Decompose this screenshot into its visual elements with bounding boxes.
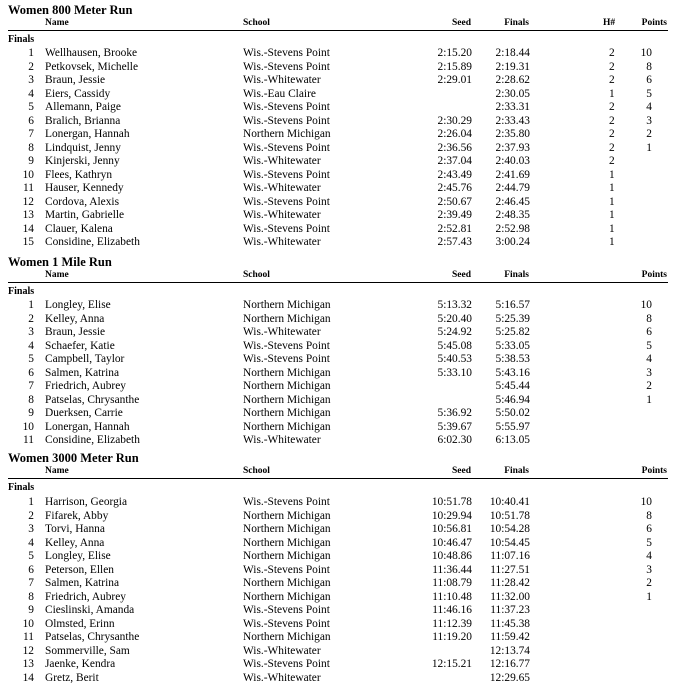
cell-school: Northern Michigan <box>243 128 331 142</box>
cell-name: Lindquist, Jenny <box>45 142 121 156</box>
column-header-seed: Seed <box>452 465 471 477</box>
result-row <box>0 604 675 618</box>
cell-name: Salmen, Katrina <box>45 577 119 591</box>
cell-points: 8 <box>646 510 652 524</box>
cell-name: Eiers, Cassidy <box>45 88 110 102</box>
cell-name: Longley, Elise <box>45 550 111 564</box>
result-row <box>0 407 675 421</box>
cell-school: Wis.-Whitewater <box>243 74 321 88</box>
cell-school: Wis.-Whitewater <box>243 155 321 169</box>
cell-heat: 1 <box>609 196 615 210</box>
cell-name: Harrison, Georgia <box>45 496 127 510</box>
cell-name: Sommerville, Sam <box>45 645 130 659</box>
cell-name: Kelley, Anna <box>45 313 104 327</box>
cell-name: Wellhausen, Brooke <box>45 47 137 61</box>
cell-finals: 2:19.31 <box>496 61 531 75</box>
cell-heat: 1 <box>609 223 615 237</box>
cell-place: 11 <box>12 182 34 196</box>
cell-school: Wis.-Whitewater <box>243 645 321 659</box>
cell-heat: 2 <box>609 142 615 156</box>
cell-school: Wis.-Stevens Point <box>243 658 330 672</box>
cell-school: Northern Michigan <box>243 537 331 551</box>
round-label: Finals <box>8 34 34 46</box>
cell-place: 11 <box>12 434 34 448</box>
cell-heat: 2 <box>609 47 615 61</box>
column-header-name: Name <box>45 465 69 477</box>
cell-name: Clauer, Kalena <box>45 223 113 237</box>
result-row <box>0 434 675 448</box>
cell-place: 5 <box>12 101 34 115</box>
result-row <box>0 631 675 645</box>
cell-school: Wis.-Stevens Point <box>243 618 330 632</box>
result-row <box>0 236 675 250</box>
cell-place: 8 <box>12 591 34 605</box>
cell-school: Northern Michigan <box>243 380 331 394</box>
cell-school: Wis.-Stevens Point <box>243 142 330 156</box>
cell-place: 14 <box>12 672 34 685</box>
cell-name: Friedrich, Aubrey <box>45 380 126 394</box>
cell-points: 1 <box>646 394 652 408</box>
column-header-points: Points <box>642 465 667 477</box>
cell-place: 15 <box>12 236 34 250</box>
cell-heat: 2 <box>609 74 615 88</box>
cell-place: 10 <box>12 421 34 435</box>
cell-finals: 11:28.42 <box>490 577 530 591</box>
cell-seed: 2:26.04 <box>438 128 473 142</box>
result-row <box>0 591 675 605</box>
cell-place: 5 <box>12 353 34 367</box>
cell-school: Wis.-Eau Claire <box>243 88 316 102</box>
cell-finals: 2:33.43 <box>496 115 531 129</box>
cell-seed: 2:36.56 <box>438 142 473 156</box>
result-row <box>0 618 675 632</box>
cell-seed: 6:02.30 <box>438 434 473 448</box>
cell-points: 1 <box>646 591 652 605</box>
result-row <box>0 550 675 564</box>
cell-seed: 2:15.20 <box>438 47 473 61</box>
cell-points: 2 <box>646 380 652 394</box>
result-row <box>0 523 675 537</box>
cell-finals: 2:44.79 <box>496 182 531 196</box>
cell-finals: 2:52.98 <box>496 223 531 237</box>
cell-finals: 11:37.23 <box>490 604 530 618</box>
cell-name: Gretz, Berit <box>45 672 99 685</box>
cell-place: 12 <box>12 196 34 210</box>
cell-points: 5 <box>646 537 652 551</box>
column-header-school: School <box>243 465 270 477</box>
cell-finals: 5:25.39 <box>496 313 531 327</box>
cell-heat: 2 <box>609 155 615 169</box>
result-row <box>0 182 675 196</box>
cell-seed: 2:39.49 <box>438 209 473 223</box>
cell-place: 3 <box>12 523 34 537</box>
cell-seed: 2:30.29 <box>438 115 473 129</box>
result-row <box>0 564 675 578</box>
result-row <box>0 299 675 313</box>
cell-place: 14 <box>12 223 34 237</box>
result-row <box>0 421 675 435</box>
cell-finals: 2:41.69 <box>496 169 531 183</box>
cell-place: 6 <box>12 564 34 578</box>
cell-name: Friedrich, Aubrey <box>45 591 126 605</box>
cell-place: 1 <box>12 299 34 313</box>
cell-school: Northern Michigan <box>243 591 331 605</box>
cell-finals: 10:54.28 <box>490 523 530 537</box>
cell-place: 8 <box>12 394 34 408</box>
result-row <box>0 353 675 367</box>
cell-finals: 10:54.45 <box>490 537 530 551</box>
result-row <box>0 169 675 183</box>
cell-place: 8 <box>12 142 34 156</box>
cell-place: 4 <box>12 88 34 102</box>
result-row <box>0 394 675 408</box>
cell-finals: 5:50.02 <box>496 407 531 421</box>
cell-seed: 2:15.89 <box>438 61 473 75</box>
cell-seed: 11:46.16 <box>432 604 472 618</box>
cell-finals: 5:46.94 <box>496 394 531 408</box>
cell-name: Longley, Elise <box>45 299 111 313</box>
cell-name: Cieslinski, Amanda <box>45 604 134 618</box>
cell-name: Patselas, Chrysanthe <box>45 394 139 408</box>
cell-name: Braun, Jessie <box>45 74 105 88</box>
cell-place: 11 <box>12 631 34 645</box>
result-row <box>0 61 675 75</box>
cell-school: Wis.-Stevens Point <box>243 196 330 210</box>
cell-heat: 1 <box>609 236 615 250</box>
cell-finals: 2:35.80 <box>496 128 531 142</box>
cell-seed: 11:19.20 <box>432 631 472 645</box>
cell-finals: 5:45.44 <box>496 380 531 394</box>
cell-finals: 12:13.74 <box>490 645 530 659</box>
cell-points: 2 <box>646 577 652 591</box>
event-title: Women 800 Meter Run <box>8 3 132 17</box>
cell-seed: 11:10.48 <box>432 591 472 605</box>
cell-points: 8 <box>646 61 652 75</box>
column-header-seed: Seed <box>452 269 471 281</box>
cell-school: Wis.-Stevens Point <box>243 604 330 618</box>
cell-place: 7 <box>12 128 34 142</box>
cell-points: 3 <box>646 367 652 381</box>
cell-place: 3 <box>12 326 34 340</box>
cell-place: 6 <box>12 115 34 129</box>
cell-finals: 12:16.77 <box>490 658 530 672</box>
cell-points: 3 <box>646 564 652 578</box>
cell-seed: 11:36.44 <box>432 564 472 578</box>
result-row <box>0 645 675 659</box>
cell-school: Wis.-Stevens Point <box>243 223 330 237</box>
cell-school: Northern Michigan <box>243 577 331 591</box>
cell-school: Northern Michigan <box>243 367 331 381</box>
cell-place: 12 <box>12 645 34 659</box>
cell-seed: 2:57.43 <box>438 236 473 250</box>
cell-place: 2 <box>12 510 34 524</box>
result-row <box>0 142 675 156</box>
cell-finals: 11:27.51 <box>490 564 530 578</box>
cell-place: 3 <box>12 74 34 88</box>
cell-school: Wis.-Stevens Point <box>243 340 330 354</box>
result-row <box>0 155 675 169</box>
header-rule <box>8 282 668 283</box>
cell-points: 4 <box>646 550 652 564</box>
cell-place: 2 <box>12 61 34 75</box>
cell-school: Wis.-Stevens Point <box>243 353 330 367</box>
cell-finals: 2:48.35 <box>496 209 531 223</box>
cell-name: Hauser, Kennedy <box>45 182 124 196</box>
cell-name: Duerksen, Carrie <box>45 407 123 421</box>
cell-place: 7 <box>12 577 34 591</box>
cell-finals: 3:00.24 <box>496 236 531 250</box>
result-row <box>0 577 675 591</box>
result-row <box>0 340 675 354</box>
result-row <box>0 101 675 115</box>
cell-school: Wis.-Stevens Point <box>243 61 330 75</box>
cell-school: Northern Michigan <box>243 523 331 537</box>
cell-seed: 5:45.08 <box>438 340 473 354</box>
cell-seed: 5:13.32 <box>438 299 473 313</box>
cell-seed: 10:51.78 <box>432 496 472 510</box>
cell-heat: 1 <box>609 169 615 183</box>
cell-school: Wis.-Stevens Point <box>243 564 330 578</box>
cell-school: Wis.-Stevens Point <box>243 101 330 115</box>
cell-seed: 10:48.86 <box>432 550 472 564</box>
cell-finals: 11:32.00 <box>490 591 530 605</box>
cell-seed: 5:36.92 <box>438 407 473 421</box>
cell-place: 13 <box>12 658 34 672</box>
cell-finals: 5:38.53 <box>496 353 531 367</box>
cell-school: Wis.-Whitewater <box>243 182 321 196</box>
cell-name: Lonergan, Hannah <box>45 421 130 435</box>
cell-finals: 2:37.93 <box>496 142 531 156</box>
event-title: Women 3000 Meter Run <box>8 451 139 465</box>
cell-finals: 2:28.62 <box>496 74 531 88</box>
cell-name: Patselas, Chrysanthe <box>45 631 139 645</box>
cell-points: 10 <box>641 299 652 313</box>
cell-finals: 2:46.45 <box>496 196 531 210</box>
result-row <box>0 380 675 394</box>
column-header-finals: Finals <box>504 269 529 281</box>
result-row <box>0 74 675 88</box>
cell-finals: 2:33.31 <box>496 101 531 115</box>
cell-name: Allemann, Paige <box>45 101 121 115</box>
cell-name: Kinjerski, Jenny <box>45 155 120 169</box>
cell-finals: 11:45.38 <box>490 618 530 632</box>
cell-name: Olmsted, Erinn <box>45 618 115 632</box>
cell-points: 8 <box>646 313 652 327</box>
cell-name: Cordova, Alexis <box>45 196 119 210</box>
cell-school: Northern Michigan <box>243 394 331 408</box>
cell-school: Northern Michigan <box>243 550 331 564</box>
cell-name: Considine, Elizabeth <box>45 434 140 448</box>
cell-points: 5 <box>646 340 652 354</box>
cell-place: 7 <box>12 380 34 394</box>
cell-heat: 2 <box>609 61 615 75</box>
result-row <box>0 128 675 142</box>
cell-points: 1 <box>646 142 652 156</box>
column-header-school: School <box>243 269 270 281</box>
result-row <box>0 209 675 223</box>
column-header-name: Name <box>45 17 69 29</box>
cell-place: 10 <box>12 618 34 632</box>
cell-school: Northern Michigan <box>243 510 331 524</box>
cell-seed: 5:20.40 <box>438 313 473 327</box>
cell-seed: 2:29.01 <box>438 74 473 88</box>
cell-points: 2 <box>646 128 652 142</box>
cell-heat: 1 <box>609 182 615 196</box>
result-row <box>0 672 675 685</box>
cell-seed: 2:37.04 <box>438 155 473 169</box>
cell-place: 2 <box>12 313 34 327</box>
cell-name: Lonergan, Hannah <box>45 128 130 142</box>
cell-finals: 11:59.42 <box>490 631 530 645</box>
result-row <box>0 115 675 129</box>
cell-name: Torvi, Hanna <box>45 523 105 537</box>
result-row <box>0 496 675 510</box>
cell-points: 6 <box>646 326 652 340</box>
cell-seed: 5:39.67 <box>438 421 473 435</box>
cell-name: Braun, Jessie <box>45 326 105 340</box>
cell-school: Wis.-Whitewater <box>243 672 321 685</box>
column-header-finals: Finals <box>504 17 529 29</box>
cell-heat: 1 <box>609 209 615 223</box>
cell-seed: 10:46.47 <box>432 537 472 551</box>
cell-name: Considine, Elizabeth <box>45 236 140 250</box>
header-rule <box>8 30 668 31</box>
cell-school: Northern Michigan <box>243 421 331 435</box>
cell-finals: 2:18.44 <box>496 47 531 61</box>
cell-place: 13 <box>12 209 34 223</box>
result-row <box>0 313 675 327</box>
cell-name: Bralich, Brianna <box>45 115 120 129</box>
cell-points: 3 <box>646 115 652 129</box>
cell-seed: 2:45.76 <box>438 182 473 196</box>
cell-school: Wis.-Whitewater <box>243 236 321 250</box>
round-label: Finals <box>8 482 34 494</box>
cell-place: 4 <box>12 340 34 354</box>
cell-seed: 12:15.21 <box>432 658 472 672</box>
cell-school: Northern Michigan <box>243 407 331 421</box>
cell-finals: 10:51.78 <box>490 510 530 524</box>
cell-finals: 10:40.41 <box>490 496 530 510</box>
cell-points: 10 <box>641 47 652 61</box>
cell-name: Campbell, Taylor <box>45 353 124 367</box>
cell-points: 5 <box>646 88 652 102</box>
cell-points: 6 <box>646 74 652 88</box>
cell-name: Fifarek, Abby <box>45 510 108 524</box>
column-header-school: School <box>243 17 270 29</box>
cell-points: 4 <box>646 353 652 367</box>
cell-school: Northern Michigan <box>243 631 331 645</box>
result-row <box>0 196 675 210</box>
cell-name: Peterson, Ellen <box>45 564 114 578</box>
cell-finals: 11:07.16 <box>490 550 530 564</box>
result-row <box>0 326 675 340</box>
cell-place: 10 <box>12 169 34 183</box>
cell-seed: 5:24.92 <box>438 326 473 340</box>
cell-heat: 2 <box>609 128 615 142</box>
result-row <box>0 223 675 237</box>
cell-school: Wis.-Stevens Point <box>243 169 330 183</box>
cell-seed: 2:43.49 <box>438 169 473 183</box>
cell-school: Wis.-Stevens Point <box>243 496 330 510</box>
event-title: Women 1 Mile Run <box>8 255 112 269</box>
result-row <box>0 47 675 61</box>
header-rule <box>8 478 668 479</box>
cell-school: Wis.-Whitewater <box>243 209 321 223</box>
cell-seed: 5:40.53 <box>438 353 473 367</box>
cell-heat: 2 <box>609 101 615 115</box>
cell-finals: 5:43.16 <box>496 367 531 381</box>
cell-name: Kelley, Anna <box>45 537 104 551</box>
cell-heat: 1 <box>609 88 615 102</box>
cell-finals: 12:29.65 <box>490 672 530 685</box>
column-header-points: Points <box>642 269 667 281</box>
cell-name: Schaefer, Katie <box>45 340 115 354</box>
cell-points: 10 <box>641 496 652 510</box>
column-header-heat: H# <box>603 17 615 29</box>
cell-school: Wis.-Whitewater <box>243 434 321 448</box>
cell-finals: 6:13.05 <box>496 434 531 448</box>
round-label: Finals <box>8 286 34 298</box>
cell-seed: 10:29.94 <box>432 510 472 524</box>
cell-heat: 2 <box>609 115 615 129</box>
result-row <box>0 367 675 381</box>
cell-place: 6 <box>12 367 34 381</box>
cell-seed: 5:33.10 <box>438 367 473 381</box>
cell-school: Northern Michigan <box>243 299 331 313</box>
result-row <box>0 658 675 672</box>
cell-name: Salmen, Katrina <box>45 367 119 381</box>
column-header-points: Points <box>642 17 667 29</box>
cell-place: 9 <box>12 155 34 169</box>
cell-seed: 10:56.81 <box>432 523 472 537</box>
cell-name: Martin, Gabrielle <box>45 209 124 223</box>
cell-name: Jaenke, Kendra <box>45 658 115 672</box>
cell-seed: 2:50.67 <box>438 196 473 210</box>
cell-place: 1 <box>12 47 34 61</box>
result-row <box>0 510 675 524</box>
cell-points: 4 <box>646 101 652 115</box>
column-header-name: Name <box>45 269 69 281</box>
cell-name: Petkovsek, Michelle <box>45 61 138 75</box>
cell-seed: 11:12.39 <box>432 618 472 632</box>
result-row <box>0 88 675 102</box>
cell-school: Northern Michigan <box>243 313 331 327</box>
cell-finals: 5:25.82 <box>496 326 531 340</box>
cell-points: 6 <box>646 523 652 537</box>
cell-finals: 5:16.57 <box>496 299 531 313</box>
cell-finals: 5:55.97 <box>496 421 531 435</box>
cell-school: Wis.-Stevens Point <box>243 115 330 129</box>
cell-school: Wis.-Stevens Point <box>243 47 330 61</box>
cell-finals: 2:40.03 <box>496 155 531 169</box>
cell-finals: 5:33.05 <box>496 340 531 354</box>
column-header-finals: Finals <box>504 465 529 477</box>
column-header-seed: Seed <box>452 17 471 29</box>
cell-name: Flees, Kathryn <box>45 169 112 183</box>
cell-place: 5 <box>12 550 34 564</box>
cell-seed: 11:08.79 <box>432 577 472 591</box>
cell-finals: 2:30.05 <box>496 88 531 102</box>
cell-place: 4 <box>12 537 34 551</box>
cell-place: 1 <box>12 496 34 510</box>
cell-place: 9 <box>12 407 34 421</box>
cell-place: 9 <box>12 604 34 618</box>
cell-school: Wis.-Whitewater <box>243 326 321 340</box>
result-row <box>0 537 675 551</box>
cell-seed: 2:52.81 <box>438 223 473 237</box>
